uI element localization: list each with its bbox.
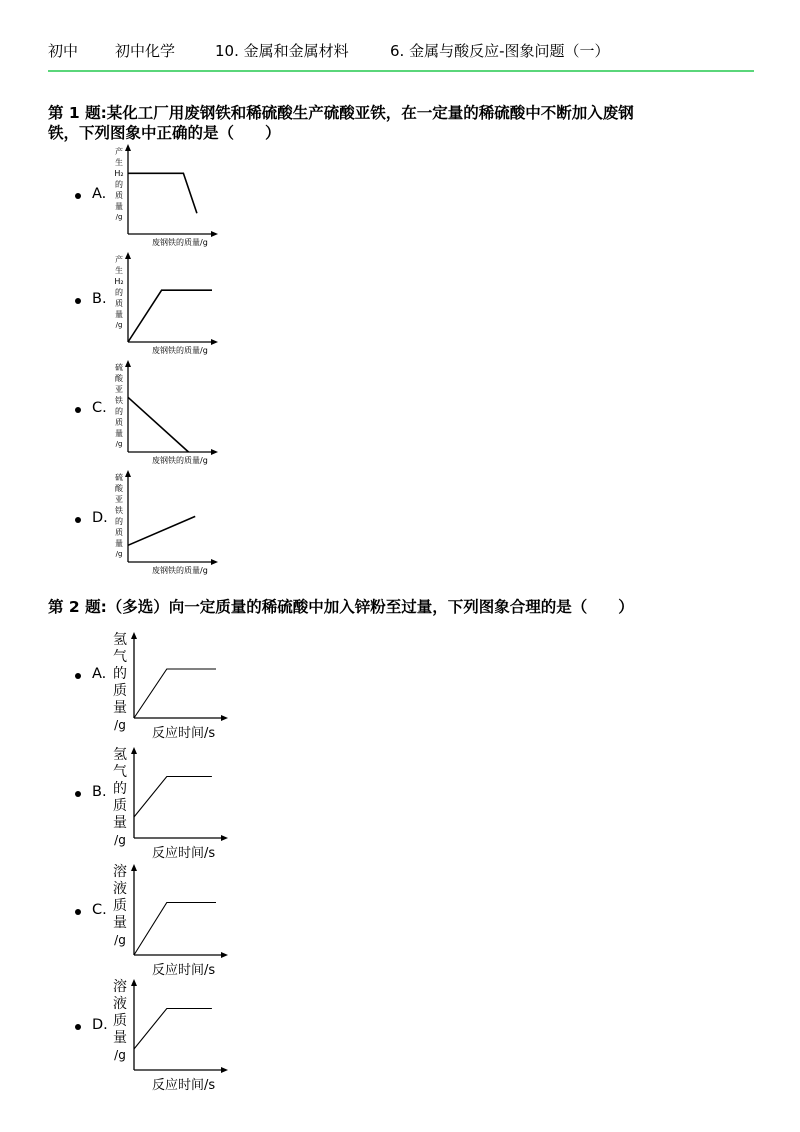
- y-axis-label-char: 气: [113, 764, 127, 780]
- y-axis-label-char: 质: [113, 798, 127, 814]
- y-axis-label-char: 生: [115, 158, 123, 167]
- y-axis-label-char: H₂: [114, 277, 124, 286]
- data-curve: [128, 173, 197, 213]
- data-curve: [128, 516, 195, 545]
- x-axis-arrow: [221, 835, 228, 841]
- y-axis-arrow: [125, 252, 131, 259]
- y-axis-label-char: 质: [115, 191, 123, 200]
- y-axis-label-char: 氢: [113, 747, 127, 763]
- option-letter: A.: [92, 666, 107, 682]
- y-axis-label-char: 生: [115, 266, 123, 275]
- y-axis-arrow: [125, 470, 131, 477]
- breadcrumb-subject[interactable]: 初中化学: [115, 42, 176, 60]
- y-axis-arrow: [131, 747, 137, 754]
- y-axis-label-char: 量: [113, 700, 127, 716]
- y-axis-label-char: 铁: [115, 396, 123, 405]
- y-axis-arrow: [131, 864, 137, 871]
- y-axis-label-char: 量: [113, 815, 127, 831]
- y-axis-label-char: 铁: [115, 506, 123, 515]
- y-axis-arrow: [125, 360, 131, 367]
- y-axis-label: [113, 362, 125, 450]
- option-letter: C.: [92, 902, 107, 918]
- option-letter: B.: [92, 291, 107, 307]
- data-curve: [134, 669, 216, 718]
- x-axis-arrow: [211, 231, 218, 237]
- data-curve: [128, 397, 189, 452]
- y-axis-label: [113, 254, 125, 331]
- option-letter: D.: [92, 510, 108, 526]
- y-axis-label-char: 质: [113, 683, 127, 699]
- y-axis-label-char: 量: [115, 310, 123, 319]
- question-1-title-line-2: 铁，下列图象中正确的是（ ）: [48, 124, 281, 142]
- y-axis-label-char: 氢: [113, 632, 127, 648]
- y-axis-label-char: /g: [115, 550, 123, 558]
- y-axis-label-char: 液: [113, 996, 127, 1012]
- y-axis-label-char: 酸: [115, 484, 123, 493]
- question-1-title-line-1: 第 1 题:某化工厂用废钢铁和稀硫酸生产硫酸亚铁，在一定量的稀硫酸中不断加入废钢: [48, 104, 634, 122]
- option-letter: A.: [92, 186, 107, 202]
- y-axis-label-char: /g: [114, 1048, 126, 1062]
- y-axis-label-char: /g: [114, 933, 126, 947]
- data-curve: [134, 1009, 212, 1050]
- bullet-icon: [75, 193, 81, 199]
- y-axis-label-char: /g: [115, 440, 123, 448]
- header-divider: [48, 70, 754, 72]
- question-1-title: [48, 103, 758, 143]
- y-axis-label-char: 的: [115, 517, 123, 526]
- y-axis-label-char: 溶: [113, 979, 127, 995]
- bullet-icon: [75, 909, 81, 915]
- option-letter: B.: [92, 784, 107, 800]
- x-axis-arrow: [221, 715, 228, 721]
- bullet-icon: [75, 673, 81, 679]
- x-axis-arrow: [211, 559, 218, 565]
- x-axis-arrow: [221, 952, 228, 958]
- y-axis-label-char: /g: [114, 718, 126, 732]
- y-axis-label-char: 量: [113, 915, 127, 931]
- option-letter: D.: [92, 1017, 108, 1033]
- y-axis-label-char: 亚: [115, 385, 123, 394]
- x-axis-label: 废钢铁的质量/g: [152, 346, 208, 355]
- y-axis-arrow: [125, 144, 131, 151]
- y-axis-label-char: 的: [113, 666, 127, 682]
- y-axis-label-char: 质: [115, 418, 123, 427]
- data-curve: [134, 777, 212, 818]
- breadcrumb-chapter[interactable]: 10. 金属和金属材料: [215, 42, 349, 60]
- y-axis-label: [112, 632, 128, 734]
- bullet-icon: [75, 1024, 81, 1030]
- y-axis-label: [113, 146, 125, 223]
- y-axis-label-char: 产: [115, 147, 123, 156]
- x-axis-arrow: [211, 339, 218, 345]
- y-axis-label-char: 酸: [115, 374, 123, 383]
- y-axis-label-char: 硫: [115, 363, 123, 372]
- data-curve: [128, 290, 212, 342]
- bullet-icon: [75, 517, 81, 523]
- x-axis-arrow: [221, 1067, 228, 1073]
- y-axis-label-char: 质: [115, 528, 123, 537]
- y-axis-label-char: 的: [115, 180, 123, 189]
- y-axis-label: [112, 979, 128, 1064]
- y-axis-label-char: 质: [115, 299, 123, 308]
- y-axis-label: [112, 864, 128, 949]
- x-axis-label: 废钢铁的质量/g: [152, 566, 208, 575]
- y-axis-label-char: 溶: [113, 864, 127, 880]
- x-axis-label: 废钢铁的质量/g: [152, 456, 208, 465]
- y-axis-label-char: 质: [113, 1013, 127, 1029]
- x-axis-label: 反应时间/s: [152, 1078, 216, 1093]
- y-axis-label-char: 质: [113, 898, 127, 914]
- y-axis-label-char: 产: [115, 255, 123, 264]
- y-axis-label-char: 量: [113, 1030, 127, 1046]
- y-axis-label-char: 的: [113, 781, 127, 797]
- y-axis-label-char: /g: [114, 833, 126, 847]
- y-axis-label-char: 的: [115, 288, 123, 297]
- x-axis-label: 废钢铁的质量/g: [152, 238, 208, 247]
- y-axis-label-char: 量: [115, 429, 123, 438]
- y-axis-label-char: 亚: [115, 495, 123, 504]
- y-axis-label-char: 硫: [115, 473, 123, 482]
- x-axis-label: 反应时间/s: [152, 846, 216, 861]
- y-axis-label-char: 气: [113, 649, 127, 665]
- bullet-icon: [75, 298, 81, 304]
- bullet-icon: [75, 407, 81, 413]
- y-axis-arrow: [131, 632, 137, 639]
- y-axis-label-char: H₂: [114, 169, 124, 178]
- y-axis-label-char: 液: [113, 881, 127, 897]
- y-axis-label-char: 量: [115, 539, 123, 548]
- bullet-icon: [75, 791, 81, 797]
- question-2-title: 第 2 题:（多选）向一定质量的稀硫酸中加入锌粉至过量，下列图象合理的是（ ）: [48, 598, 634, 616]
- y-axis-arrow: [131, 979, 137, 986]
- y-axis-label: [113, 472, 125, 560]
- data-curve: [134, 903, 216, 956]
- x-axis-label: 反应时间/s: [152, 963, 216, 978]
- y-axis-label-char: 的: [115, 407, 123, 416]
- y-axis-label-char: /g: [115, 321, 123, 329]
- x-axis-arrow: [211, 449, 218, 455]
- breadcrumb-level[interactable]: 初中: [48, 42, 79, 60]
- x-axis-label: 反应时间/s: [152, 726, 216, 741]
- breadcrumb-section[interactable]: 6. 金属与酸反应-图象问题（一）: [390, 42, 610, 60]
- option-letter: C.: [92, 400, 107, 416]
- y-axis-label: [112, 747, 128, 849]
- y-axis-label-char: 量: [115, 202, 123, 211]
- y-axis-label-char: /g: [115, 213, 123, 221]
